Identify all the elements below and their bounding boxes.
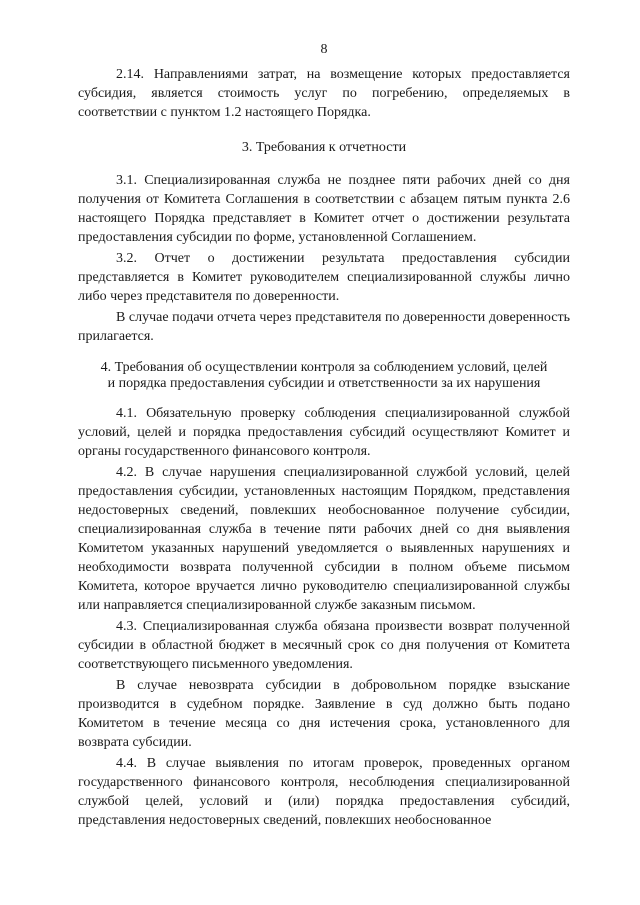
paragraph-2-14: 2.14. Направлениями затрат, на возмещение которых предоставляется субсидия, является стоимость услуг по погребению, определяемых в соответствии с пунктом 1.2 настоящего Порядка.	[78, 67, 570, 120]
paragraph-4-2: 4.2. В случае нарушения специализированной службой условий, целей предоставления субсидии, установленных настоящим Порядком, представления недостоверных сведений, повлекших необоснованное получение субсидии, специализированная служба в течение пяти рабочих дней со дня выявления Комитетом указанных нарушений уведомляется о выявленных нарушениях и необходимости возврата полученной субсидии в полном объеме письмом Комитета, которое вручается лично руководителю специализированной службы или направляется специализированной службе заказным письмом.	[78, 465, 570, 613]
paragraph-4-4: 4.4. В случае выявления по итогам проверок, проведенных органом государственного финансового контроля, несоблюдения специализированной службой целей, условий и (или) порядка предоставления субсидий, представления недостоверных сведений, повлекших необоснованное	[78, 756, 570, 828]
paragraph-4-3: 4.3. Специализированная служба обязана произвести возврат полученной субсидии в областной бюджет в месячный срок со дня получения от Комитета соответствующего письменного уведомления.	[78, 619, 570, 672]
document-page	[78, 40, 570, 832]
paragraph-3-2: 3.2. Отчет о достижении результата предоставления субсидии представляется в Комитет руководителем специализированной службы лично либо через представителя по доверенности.	[78, 251, 570, 304]
paragraph-3-1: 3.1. Специализированная служба не позднее пяти рабочих дней со дня получения от Комитета Соглашения в соответствии с абзацем пятым пункта 2.6 настоящего Порядка представляет в Комитет отчет о достижении результата предоставления субсидии по форме, установленной Соглашением.	[78, 173, 570, 245]
spacer	[78, 392, 570, 404]
spacer	[78, 124, 570, 138]
section-heading-3: 3. Требования к отчетности	[241, 140, 407, 155]
paragraph-3-2-continuation: В случае подачи отчета через представителя по доверенности доверенность прилагается.	[78, 310, 570, 344]
page-number: 8	[320, 42, 328, 57]
paragraph-4-3-continuation: В случае невозврата субсидии в добровольном порядке взыскание производится в судебном порядке. Заявление в суд должно быть подано Комитетом в течение месяца со дня истечения срока, установленного для возврата субсидии.	[78, 678, 570, 750]
section-heading-4-line-1: 4. Требования об осуществлении контроля за соблюдением условий, целей	[100, 360, 548, 375]
spacer	[78, 348, 570, 360]
paragraph-4-1: 4.1. Обязательную проверку соблюдения специализированной службой условий, целей и порядка предоставления субсидий осуществляют Комитет и органы государственного финансового контроля.	[78, 406, 570, 459]
section-heading-4-line-2: и порядка предоставления субсидии и ответственности за их нарушения	[107, 376, 541, 391]
spacer	[78, 157, 570, 171]
